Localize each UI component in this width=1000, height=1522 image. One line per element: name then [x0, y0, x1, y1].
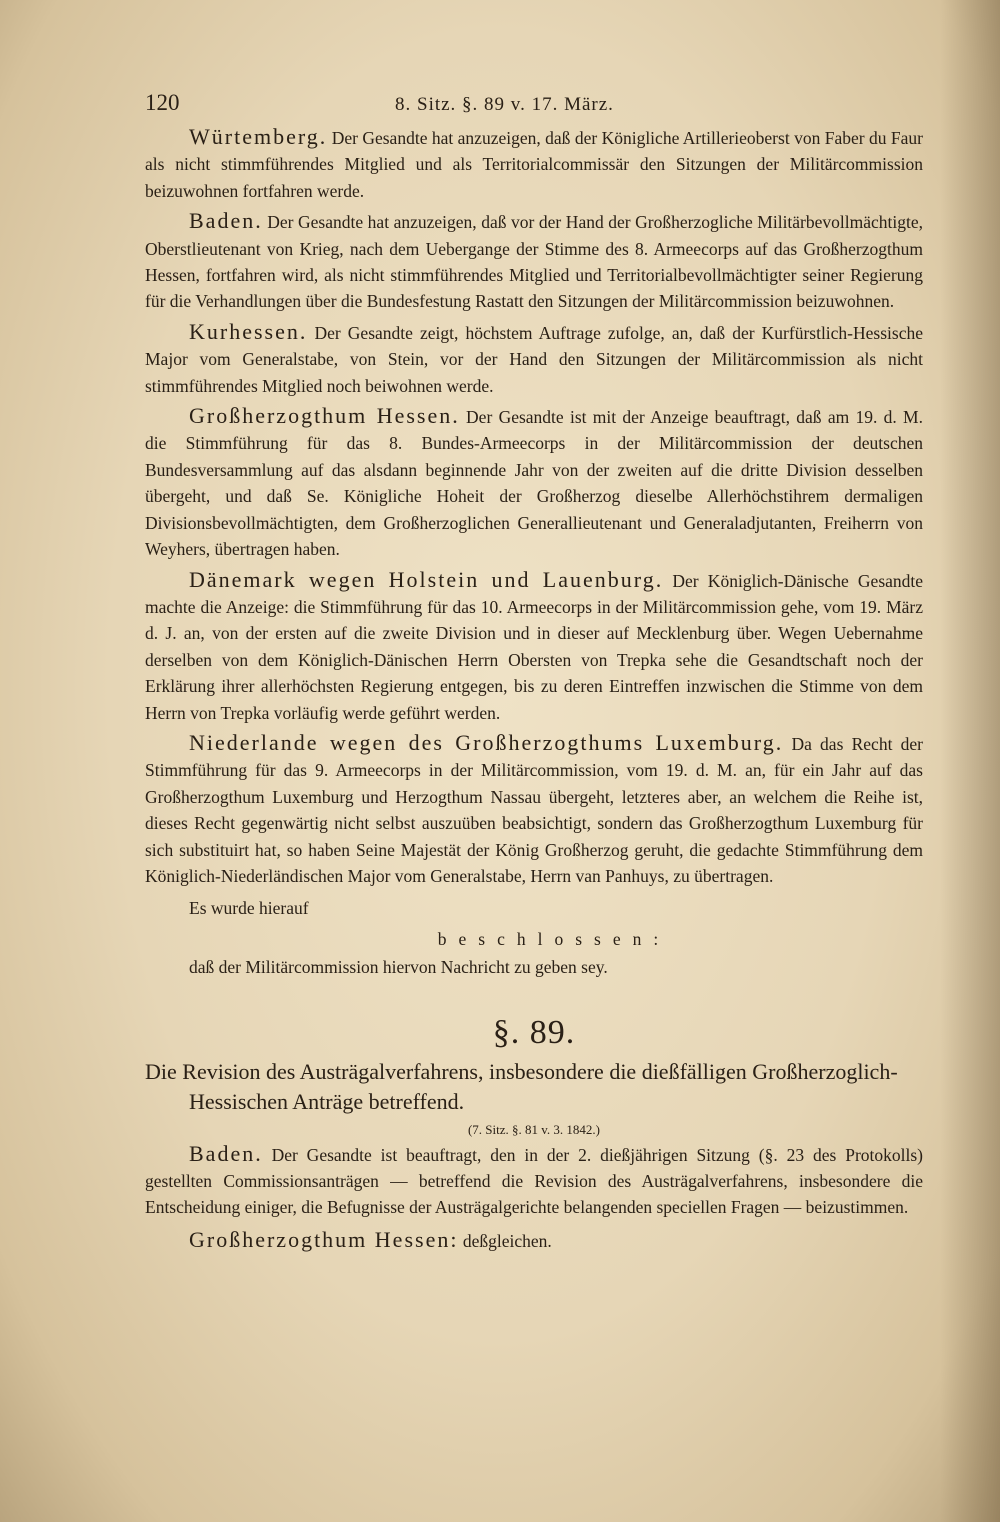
paragraph-text: Der Gesandte ist mit der Anzeige beauftragt, daß am 19. d. M. die Stimmführung für das 8. Bundes-Armeecorps in der Militärcommission der deutschen Bundesversammlung auf das alsdann beginnende Jahr von der zweiten auf die dritte Division desselben übergeht, und daß Se. Königliche Hoheit der Großherzog dieselbe Allerhöchstihrem dermaligen Divisionsbevollmächtigten, dem Großherzoglichen Generallieutenant und Generaladjutanten, Freiherrn von Weyhers, übertragen haben. — [145, 407, 923, 560]
state-name: Baden. — [189, 1140, 263, 1166]
state-name: Großherzogthum Hessen: — [189, 1226, 459, 1252]
state-name: Würtemberg. — [189, 124, 328, 149]
paragraph-section-baden — [145, 1141, 923, 1221]
thereupon-line: Es wurde hierauf — [189, 898, 309, 919]
page-header — [145, 90, 923, 124]
paragraph-text: Da das Recht der Stimmführung für das 9. Armeecorps in der Militärcommission, vom 19. d. M. an, für ein Jahr auf das Großherzogthum Luxemburg und Herzogthum Nassau übergeht, letzteres aber, an welchem die Reihe ist, dieses Recht gegenwärtig nicht selbst auszuüben beabsichtigt, sondern das Großherzogthum Luxemburg für sich substituirt hat, so haben Seine Majestät der König Großherzog geruht, die gedachte Stimmführung dem Königlich-Niederländischen Major vom Generalstabe, Herrn van Panhuys, zu übertragen. — [145, 733, 923, 886]
resolved-word: beschlossen: — [437, 928, 671, 949]
section-title-line: Hessischen Anträge betreffend. — [189, 1088, 465, 1114]
page-number: 120 — [145, 90, 180, 115]
section-reference: (7. Sitz. §. 81 v. 3. 1842.) — [467, 1121, 601, 1137]
paragraph-grossherzogthum-hessen — [145, 403, 923, 562]
state-name: Niederlande wegen des Großherzogthums Luxemburg. — [189, 729, 784, 755]
state-name: Dänemark wegen Holstein und Lauenburg. — [189, 566, 664, 592]
resolution-text: daß der Militärcommission hiervon Nachricht zu geben sey. — [189, 957, 608, 978]
paragraph-text: deßgleichen. — [462, 1230, 552, 1251]
section-title — [145, 1057, 923, 1117]
paragraph-text: Der Gesandte hat anzuzeigen, daß der Königliche Artillerieoberst von Faber du Faur als nicht stimmführendes Mitglied und als Territorialcommissär den Sitzungen der Militärcommission beizuwohnen fortfahren werde. — [145, 128, 923, 201]
paragraph-section-hessen — [145, 1227, 923, 1254]
paragraph-niederlande — [145, 730, 923, 889]
paragraph-wuertemberg — [145, 124, 923, 204]
paragraph-text: Der Gesandte hat anzuzeigen, daß vor der Hand der Großherzogliche Militärbevollmächtigte, Oberstlieutenant von Krieg, nach dem Uebergange der Stimme des 8. Armeecorps auf das Großherzogthum Hessen, fortfahren wird, als nicht stimmführendes Mitglied und Territorialbevollmächtigter seiner Regierung für die Verhandlungen über die Bundesfestung Rastatt den Sitzungen der Militärcommission beizuwohnen. — [145, 212, 923, 312]
paragraph-text: Der Gesandte zeigt, höchstem Auftrage zufolge, an, daß der Kurfürstlich-Hessische Major vom Generalstabe, von Stein, vor der Hand den Sitzungen der Militärcommission als nicht stimmführendes Mitglied noch beiwohnen werde. — [145, 322, 923, 396]
paragraph-text: Der Königlich-Dänische Gesandte machte die Anzeige: die Stimmführung für das 10. Armeecorps in der Militärcommission gehe, vom 19. März d. J. an, von der ersten auf die zweite Division und in dieser auf Mecklenburg über. Wegen Uebernahme derselben von dem Königlich-Dänischen Herrn Obersten von Trepka sehe die Gesandtschaft noch der Erklärung ihrer allerhöchsten Regierung entgegen, bis zu deren Eintreffen inzwischen die Stimme von dem Herrn von Trepka vorläufig werde geführt werden. — [145, 570, 924, 723]
state-name: Großherzogthum Hessen. — [189, 403, 460, 429]
paragraph-kurhessen — [145, 319, 923, 399]
paragraph-daenemark — [145, 567, 923, 726]
paragraph-text: Der Gesandte ist beauftragt, den in der 2. dießjährigen Sitzung (§. 23 des Protokolls) gestellten Commissionsanträgen — betreffend die Revision des Austrägalverfahrens, insbesondere die Entscheidung einiger, die Befugnisse der Austrägalgerichte belangenden speciellen Fragen — beizustimmen. — [145, 1144, 923, 1218]
running-title: 8. Sitz. §. 89 v. 17. März. — [395, 94, 614, 115]
section-number: §. 89. — [492, 1013, 576, 1051]
page-text — [145, 90, 923, 1254]
state-name: Baden. — [189, 208, 263, 234]
page-edge-shadow — [940, 0, 1000, 1522]
state-name: Kurhessen. — [189, 318, 308, 344]
paragraph-baden — [145, 208, 923, 315]
section-title-line: Die Revision des Austrägalverfahrens, insbesondere die dießfälligen Großherzoglich- — [145, 1058, 898, 1084]
